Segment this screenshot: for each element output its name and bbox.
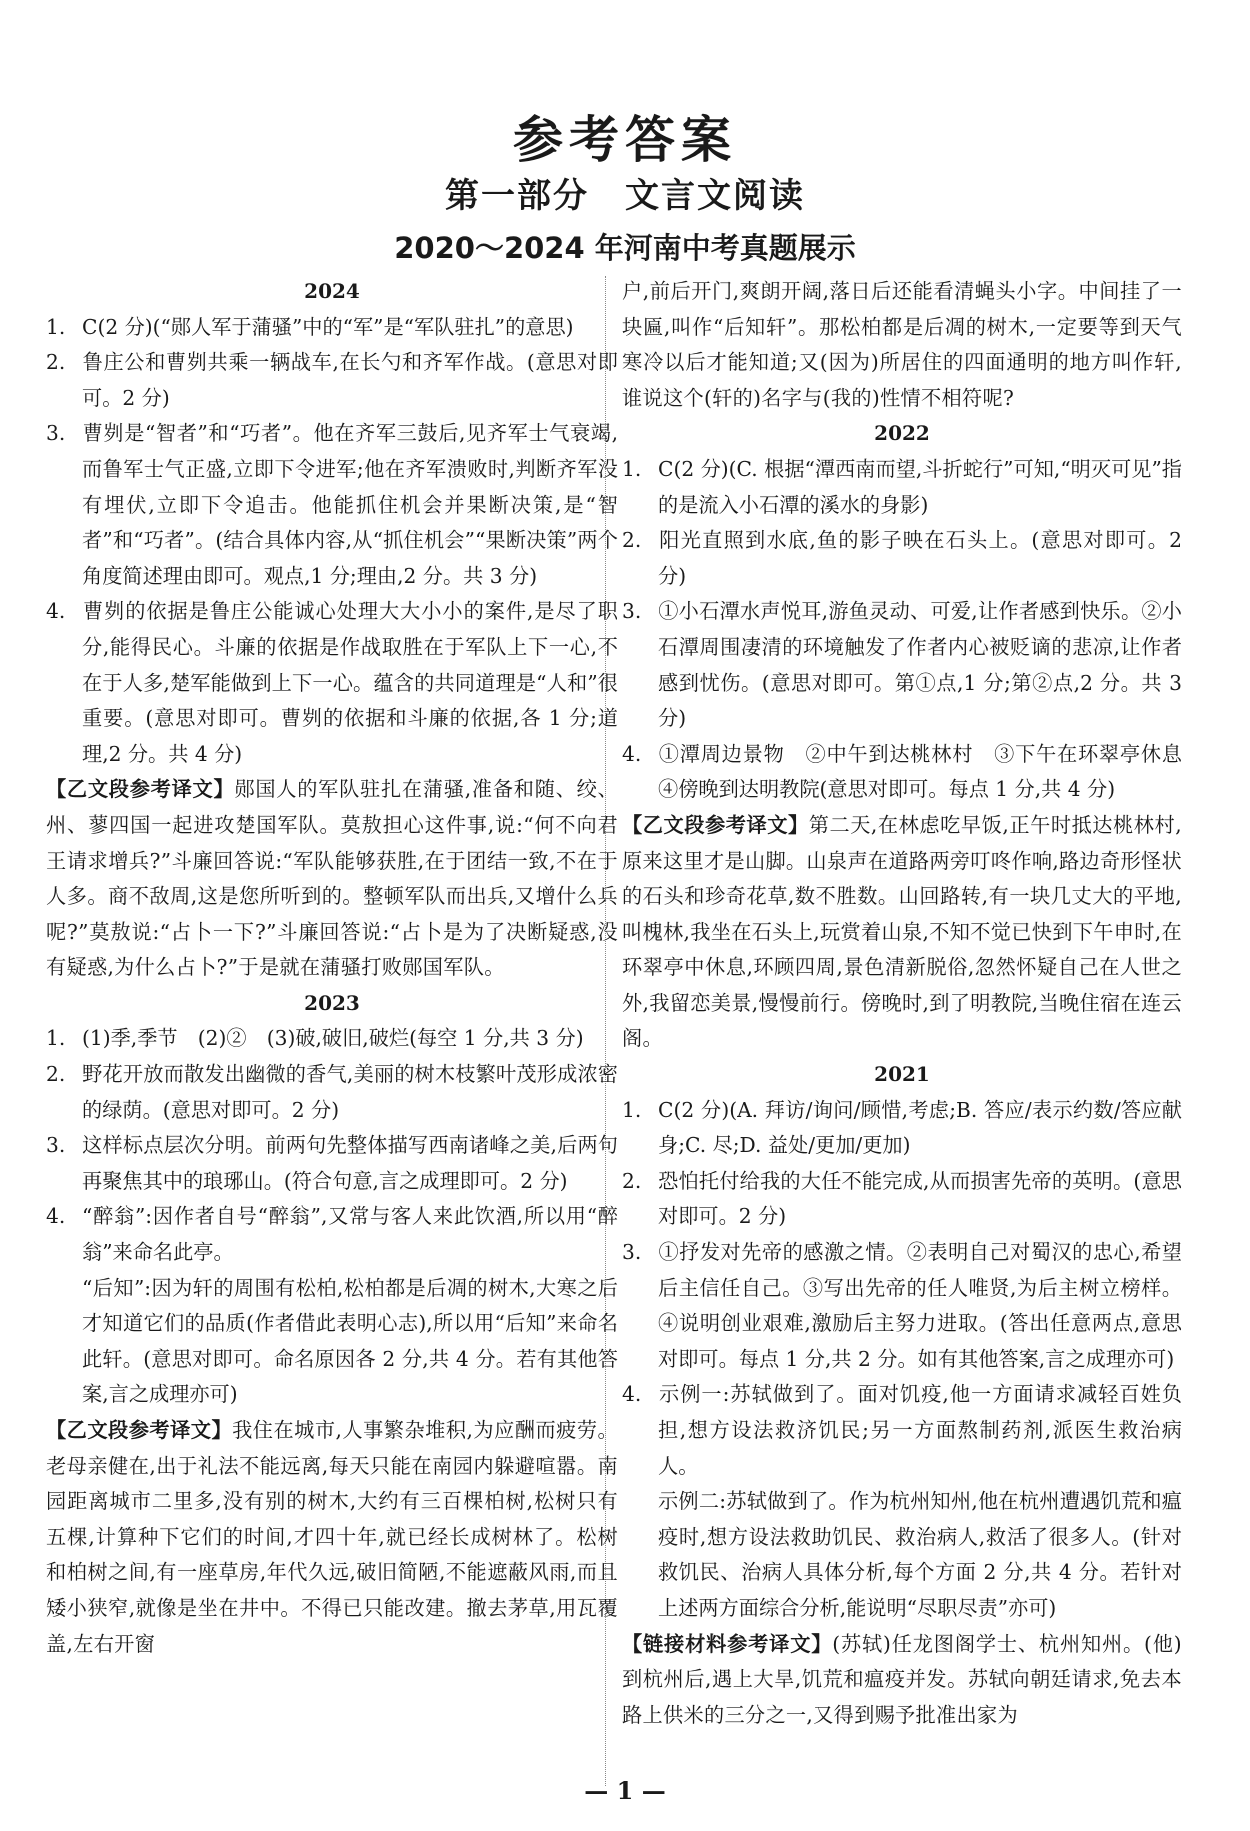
answer-number: 4. — [46, 1204, 66, 1229]
year-heading-2021: 2021 — [874, 1062, 930, 1087]
translation-2023 — [46, 1413, 618, 1662]
answer-2021-1 — [622, 1093, 1182, 1164]
answer-text: 阳光直照到水底,鱼的影子映在石头上。(意思对即可。2 分) — [658, 528, 1182, 588]
answer-number: 1. — [46, 1026, 66, 1051]
answer-number: 2. — [622, 1168, 642, 1193]
year-heading-2024: 2024 — [304, 279, 360, 303]
answer-2022-3 — [622, 594, 1182, 736]
year-heading-2022: 2022 — [874, 421, 930, 446]
section-subtitle: 2020～2024 年河南中考真题展示 — [394, 231, 856, 265]
answer-2021-4-continued: 示例二:苏轼做到了。作为杭州知州,他在杭州遭遇饥荒和瘟疫时,想方设法救助饥民、救治病人,救活了很多人。(针对救饥民、治病人具体分析,每个方面 2 分,共 4 分。若针对上述两方面综合分析,能说明“尽职尽责”亦可) — [658, 1489, 1182, 1620]
answer-number: 2. — [46, 1062, 66, 1087]
left-column — [46, 274, 618, 1662]
answer-number: 1. — [622, 456, 642, 481]
answer-text: 野花开放而散发出幽微的香气,美丽的树木枝繁叶茂形成浓密的绿荫。(意思对即可。2 分) — [82, 1062, 618, 1122]
answer-text: C(2 分)(C. 根据“潭西南而望,斗折蛇行”可知,“明灭可见”指的是流入小石潭的溪水的身影) — [658, 456, 1182, 517]
answer-2023-3 — [46, 1128, 618, 1199]
answer-number: 4. — [622, 1382, 642, 1407]
answer-2024-3 — [46, 416, 618, 594]
answer-2023-4 — [46, 1199, 618, 1270]
answer-number: 3. — [46, 421, 66, 446]
translation-label: 【乙文段参考译文】 — [46, 777, 235, 802]
answer-text: (1)季,季节 (2)② (3)破,破旧,破烂(每空 1 分,共 3 分) — [82, 1026, 584, 1051]
answer-2023-1 — [46, 1021, 618, 1057]
translation-label: 【链接材料参考译文】 — [622, 1631, 833, 1656]
answer-number: 4. — [622, 741, 642, 766]
answer-number: 2. — [622, 528, 642, 553]
answer-number: 2. — [46, 350, 66, 375]
answer-text: 这样标点层次分明。前两句先整体描写西南诸峰之美,后两句再聚焦其中的琅琊山。(符合句意,言之成理即可。2 分) — [82, 1133, 618, 1193]
page-number: — 1 — — [584, 1776, 666, 1805]
right-column — [622, 274, 1203, 1733]
answer-number: 4. — [46, 599, 66, 624]
answer-text: C(2 分)(A. 拜访/询问/顾惜,考虑;B. 答应/表示约数/答应献身;C. 尽;D. 益处/更加/更加) — [658, 1097, 1182, 1158]
translation-2023-continued: 户,前后开门,爽朗开阔,落日后还能看清蝇头小字。中间挂了一块匾,叫作“后知轩”。那松柏都是后凋的树木,一定要等到天气寒冷以后才能知道;又(因为)所居住的四面通明的地方叫作轩,谁说这个(轩的)名字与(我的)性情不相符呢? — [622, 279, 1182, 410]
answer-2022-4 — [622, 737, 1203, 808]
answer-2023-4-continued: “后知”:因为轩的周围有松柏,松柏都是后凋的树木,大寒之后才知道它们的品质(作者借此表明心志),所以用“后知”来命名此轩。(意思对即可。命名原因各 2 分,共 4 分。若有其他答案,言之成理亦可) — [82, 1275, 618, 1407]
answer-text: ①抒发对先帝的感激之情。②表明自己对蜀汉的忠心,希望后主信任自己。③写出先帝的任人唯贤,为后主树立榜样。④说明创业艰难,激励后主努力进取。(答出任意两点,意思对即可。每点 1 分,共 2 分。如有其他答案,言之成理亦可) — [658, 1240, 1182, 1371]
answer-text: 曹刿的依据是鲁庄公能诚心处理大大小小的案件,是尽了职分,能得民心。斗廉的依据是作战取胜在于军队上下一心,不在于人多,楚军能做到上下一心。蕴含的共同道理是“人和”很重要。(意思对即可。曹刿的依据和斗廉的依据,各 1 分;道理,2 分。共 4 分) — [82, 599, 618, 766]
answer-text: 恐怕托付给我的大任不能完成,从而损害先帝的英明。(意思对即可。2 分) — [658, 1168, 1182, 1229]
translation-text: 第二天,在林虑吃早饭,正午时抵达桃林村,原来这里才是山脚。山泉声在道路两旁叮咚作响,路边奇形怪状的石头和珍奇花草,数不胜数。山回路转,有一块几丈大的平地,叫槐林,我坐在石头上,玩赏着山泉,不知不觉已快到下午申时,在环翠亭中休息,环顾四周,景色清新脱俗,忽然怀疑自己在人世之外,我留恋美景,慢慢前行。傍晚时,到了明教院,当晚住宿在连云阁。 — [622, 812, 1182, 1051]
answer-text: ①潭周边景物 ②中午到达桃林村 ③下午在环翠亭休息 ④傍晚到达明教院(意思对即可。每点 1 分,共 4 分) — [658, 741, 1203, 802]
answer-2024-1 — [46, 310, 618, 346]
answer-2022-1 — [622, 452, 1182, 523]
answer-2022-2 — [622, 523, 1182, 594]
answer-text: 鲁庄公和曹刿共乘一辆战车,在长勺和齐军作战。(意思对即可。2 分) — [82, 350, 618, 410]
answer-text: “醉翁”:因作者自号“醉翁”,又常与客人来此饮酒,所以用“醉翁”来命名此亭。 — [82, 1204, 618, 1265]
answer-text: C(2 分)(“郧人军于蒲骚”中的“军”是“军队驻扎”的意思) — [82, 314, 574, 339]
translation-2024 — [46, 772, 618, 986]
answer-number: 3. — [622, 1240, 642, 1265]
answer-2023-2 — [46, 1057, 618, 1128]
answer-2024-2 — [46, 345, 618, 416]
translation-text: (苏轼)任龙图阁学士、杭州知州。(他)到杭州后,遇上大旱,饥荒和瘟疫并发。苏轼向朝廷请求,免去本路上供米的三分之一,又得到赐予批准出家为 — [622, 1631, 1182, 1727]
translation-label: 【乙文段参考译文】 — [46, 1418, 233, 1442]
answer-number: 3. — [622, 599, 642, 624]
answer-2021-4 — [622, 1377, 1182, 1484]
translation-label: 【乙文段参考译文】 — [622, 812, 809, 837]
translation-text: 我住在城市,人事繁杂堆积,为应酬而疲劳。老母亲健在,出于礼法不能远离,每天只能在南园内躲避喧嚣。南园距离城市二里多,没有别的树木,大约有三百棵柏树,松树只有五棵,计算种下它们的时间,才四十年,就已经长成树林了。松树和柏树之间,有一座草房,年代久远,破旧简陋,不能遮蔽风雨,而且矮小狭窄,就像是坐在井中。不得已只能改建。撤去茅草,用瓦覆盖,左右开窗 — [46, 1418, 618, 1656]
translation-2021 — [622, 1627, 1182, 1734]
answer-number: 1. — [622, 1097, 642, 1122]
answer-2024-4 — [46, 594, 618, 772]
answer-2021-2 — [622, 1164, 1182, 1235]
page-title: 参考答案 — [513, 111, 737, 169]
part-title: 第一部分 文言文阅读 — [445, 176, 805, 216]
answer-text: 示例一:苏轼做到了。面对饥疫,他一方面请求减轻百姓负担,想方设法救济饥民;另一方面熬制药剂,派医生救治病人。 — [658, 1382, 1182, 1478]
answer-number: 1. — [46, 314, 66, 339]
translation-text: 郧国人的军队驻扎在蒲骚,准备和随、绞、州、蓼四国一起进攻楚国军队。莫敖担心这件事,说:“何不向君王请求增兵?”斗廉回答说:“军队能够获胜,在于团结一致,不在于人多。商不敌周,这是您所听到的。整顿军队而出兵,又增什么兵呢?”莫敖说:“占卜一下?”斗廉回答说:“占卜是为了决断疑惑,没有疑惑,为什么占卜?”于是就在蒲骚打败郧国军队。 — [46, 777, 619, 980]
answer-number: 3. — [46, 1133, 66, 1158]
answer-text: 曹刿是“智者”和“巧者”。他在齐军三鼓后,见齐军士气衰竭,而鲁军士气正盛,立即下令进军;他在齐军溃败时,判断齐军没有埋伏,立即下令追击。他能抓住机会并果断决策,是“智者”和“巧者”。(结合具体内容,从“抓住机会”“果断决策”两个角度简述理由即可。观点,1 分;理由,2 分。共 3 分) — [82, 421, 618, 588]
answer-2021-3 — [622, 1235, 1182, 1377]
year-heading-2023: 2023 — [304, 990, 360, 1015]
translation-2022 — [622, 808, 1182, 1057]
answer-text: ①小石潭水声悦耳,游鱼灵动、可爱,让作者感到快乐。②小石潭周围凄清的环境触发了作者内心被贬谪的悲凉,让作者感到忧伤。(意思对即可。第①点,1 分;第②点,2 分。共 3 分) — [658, 599, 1182, 731]
